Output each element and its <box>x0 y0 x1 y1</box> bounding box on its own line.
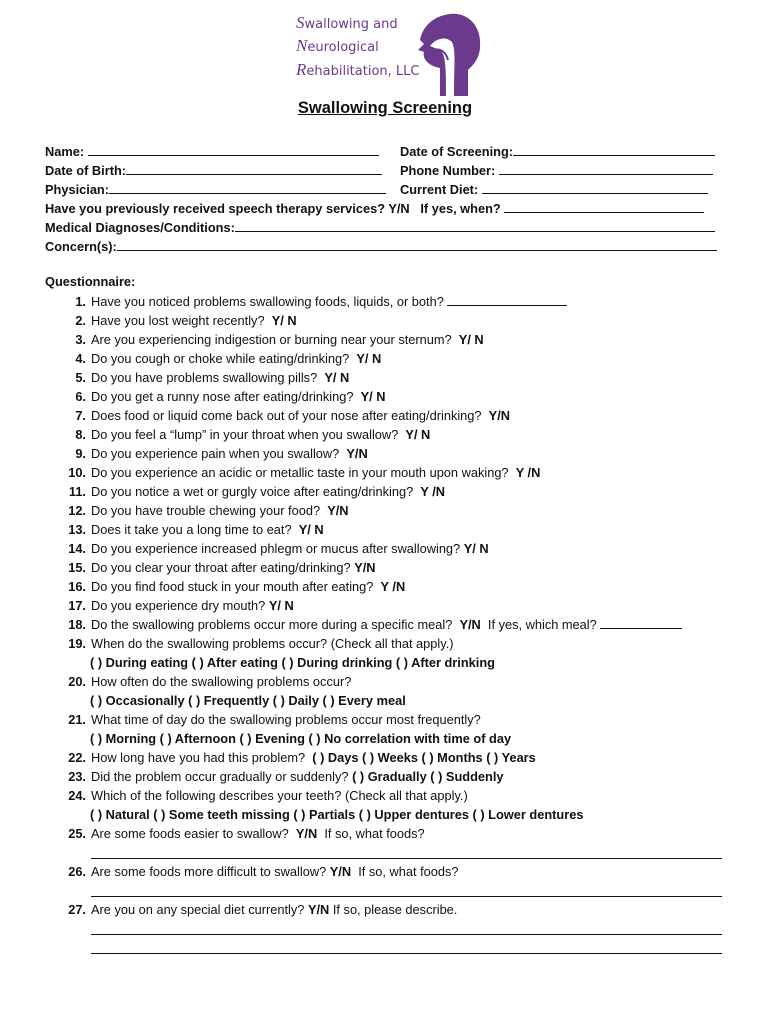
question-24: 24. Which of the following describes your teeth? (Check all that apply.) <box>68 788 468 803</box>
date-of-screening-blank[interactable] <box>513 142 715 156</box>
question-6: 6. Do you get a runny nose after eating/drinking? Y/ N <box>75 389 386 404</box>
questionnaire-list <box>45 292 735 959</box>
question-8: 8. Do you feel a “lump” in your throat when you swallow? Y/ N <box>75 427 431 442</box>
date-of-birth-field[interactable]: Date of Birth: <box>45 161 382 180</box>
current-diet-blank[interactable] <box>482 180 708 194</box>
q14-yes-no[interactable]: Y/ N <box>463 541 489 556</box>
q15-yes-no[interactable]: Y/N <box>354 560 376 575</box>
date-of-birth-blank[interactable] <box>126 161 382 175</box>
concerns-field[interactable]: Concern(s): <box>45 237 717 256</box>
question-4: 4. Do you cough or choke while eating/drinking? Y/ N <box>75 351 382 366</box>
question-9: 9. Do you experience pain when you swallow? Y/N <box>75 446 368 461</box>
concerns-blank[interactable] <box>117 237 717 251</box>
question-19: 19. When do the swallowing problems occur? (Check all that apply.) <box>68 636 454 651</box>
medical-diagnoses-field[interactable]: Medical Diagnoses/Conditions: <box>45 218 715 237</box>
question-1: 1. Have you noticed problems swallowing foods, liquids, or both? <box>45 292 735 311</box>
question-17: 17. Do you experience dry mouth? Y/ N <box>68 598 294 613</box>
question-15: 15. Do you clear your throat after eating/drinking? Y/N <box>68 560 376 575</box>
q19-options[interactable]: ( ) During eating ( ) After eating ( ) During drinking ( ) After drinking <box>90 655 495 670</box>
q5-yes-no[interactable]: Y/ N <box>324 370 350 385</box>
question-25: 25. Are some foods easier to swallow? Y/N If so, what foods? <box>68 826 425 841</box>
physician-blank[interactable] <box>109 180 386 194</box>
q6-yes-no[interactable]: Y/ N <box>360 389 386 404</box>
q7-yes-no[interactable]: Y/N <box>488 408 511 423</box>
q20-options[interactable]: ( ) Occasionally ( ) Frequently ( ) Daily ( ) Every meal <box>90 693 406 708</box>
phone-number-field[interactable]: Phone Number: <box>400 161 713 180</box>
current-diet-field[interactable]: Current Diet: <box>400 180 708 199</box>
q21-options[interactable]: ( ) Morning ( ) Afternoon ( ) Evening ( ) No correlation with time of day <box>90 731 512 746</box>
physician-field[interactable]: Physician: <box>45 180 386 199</box>
q23-options[interactable]: ( ) Gradually ( ) Suddenly <box>352 769 504 784</box>
question-11: 11. Do you notice a wet or gurgly voice after eating/drinking? Y /N <box>68 484 446 499</box>
q8-yes-no[interactable]: Y/ N <box>405 427 431 442</box>
questionnaire-heading: Questionnaire: <box>45 274 136 289</box>
question-13: 13. Does it take you a long time to eat? Y/ N <box>68 522 324 537</box>
q27-answer-line-2[interactable] <box>91 953 722 954</box>
question-7: 7. Does food or liquid come back out of your nose after eating/drinking? Y/N <box>75 408 511 423</box>
question-2: 2. Have you lost weight recently? Y/ N <box>75 313 297 328</box>
q2-yes-no[interactable]: Y/ N <box>271 313 297 328</box>
question-12: 12. Do you have trouble chewing your food? Y/N <box>68 503 349 518</box>
q10-yes-no[interactable]: Y /N <box>515 465 541 480</box>
name-blank[interactable] <box>88 142 379 156</box>
q26-yes-no[interactable]: Y/N <box>329 864 352 879</box>
q3-yes-no[interactable]: Y/ N <box>458 332 484 347</box>
logo-line-1: Swallowing and <box>296 13 398 32</box>
question-16: 16. Do you find food stuck in your mouth after eating? Y /N <box>68 579 406 594</box>
logo-line-2: Neurological <box>296 36 379 55</box>
q22-options[interactable]: ( ) Days ( ) Weeks ( ) Months ( ) Years <box>312 750 536 765</box>
q9-yes-no[interactable]: Y/N <box>346 446 368 461</box>
q24-options[interactable]: ( ) Natural ( ) Some teeth missing ( ) Partials ( ) Upper dentures ( ) Lower dentures <box>90 807 584 822</box>
question-21: 21. What time of day do the swallowing problems occur most frequently? <box>68 712 481 727</box>
question-18: 18. Do the swallowing problems occur more during a specific meal? Y/N If yes, which meal? <box>45 615 735 634</box>
logo-line-3: Rehabilitation, LLC <box>296 60 420 79</box>
q27-yes-no[interactable]: Y/N <box>307 902 330 917</box>
q12-yes-no[interactable]: Y/N <box>327 503 349 518</box>
q11-yes-no[interactable]: Y /N <box>420 484 446 499</box>
question-26: 26. Are some foods more difficult to swallow? Y/N If so, what foods? <box>68 864 459 879</box>
speech-therapy-when-blank[interactable] <box>504 199 704 213</box>
q1-answer-blank[interactable] <box>447 292 567 306</box>
q4-yes-no[interactable]: Y/ N <box>356 351 382 366</box>
question-20: 20. How often do the swallowing problems occur? <box>68 674 352 689</box>
q25-answer-area[interactable] <box>45 843 735 862</box>
name-field[interactable]: Name: <box>45 142 379 161</box>
q25-yes-no[interactable]: Y/N <box>295 826 318 841</box>
question-14: 14. Do you experience increased phlegm or mucus after swallowing? Y/ N <box>68 541 489 556</box>
phone-number-blank[interactable] <box>499 161 713 175</box>
q26-answer-area[interactable] <box>45 881 735 900</box>
question-10: 10. Do you experience an acidic or metallic taste in your mouth upon waking? Y /N <box>68 465 541 480</box>
speech-therapy-field[interactable]: Have you previously received speech therapy services? Y/N If yes, when? <box>45 199 704 218</box>
question-5: 5. Do you have problems swallowing pills? Y/ N <box>75 370 350 385</box>
page-title: Swallowing Screening <box>297 99 473 117</box>
q27-answer-line-1[interactable] <box>91 934 722 935</box>
question-3: 3. Are you experiencing indigestion or burning near your sternum? Y/ N <box>75 332 484 347</box>
q13-yes-no[interactable]: Y/ N <box>298 522 324 537</box>
q25-answer-line[interactable] <box>91 858 722 859</box>
q17-yes-no[interactable]: Y/ N <box>268 598 294 613</box>
question-23: 23. Did the problem occur gradually or suddenly? ( ) Gradually ( ) Suddenly <box>68 769 504 784</box>
date-of-screening-field[interactable]: Date of Screening: <box>400 142 715 161</box>
q27-answer-area[interactable] <box>45 919 735 959</box>
q18-yes-no[interactable]: Y/N <box>459 617 481 632</box>
question-22: 22. How long have you had this problem? ( ) Days ( ) Weeks ( ) Months ( ) Years <box>68 750 536 765</box>
q16-yes-no[interactable]: Y /N <box>380 579 406 594</box>
q26-answer-line[interactable] <box>91 896 722 897</box>
medical-diagnoses-blank[interactable] <box>235 218 715 232</box>
question-27: 27. Are you on any special diet currently? Y/N If so, please describe. <box>68 902 458 917</box>
q18-meal-blank[interactable] <box>600 615 682 629</box>
